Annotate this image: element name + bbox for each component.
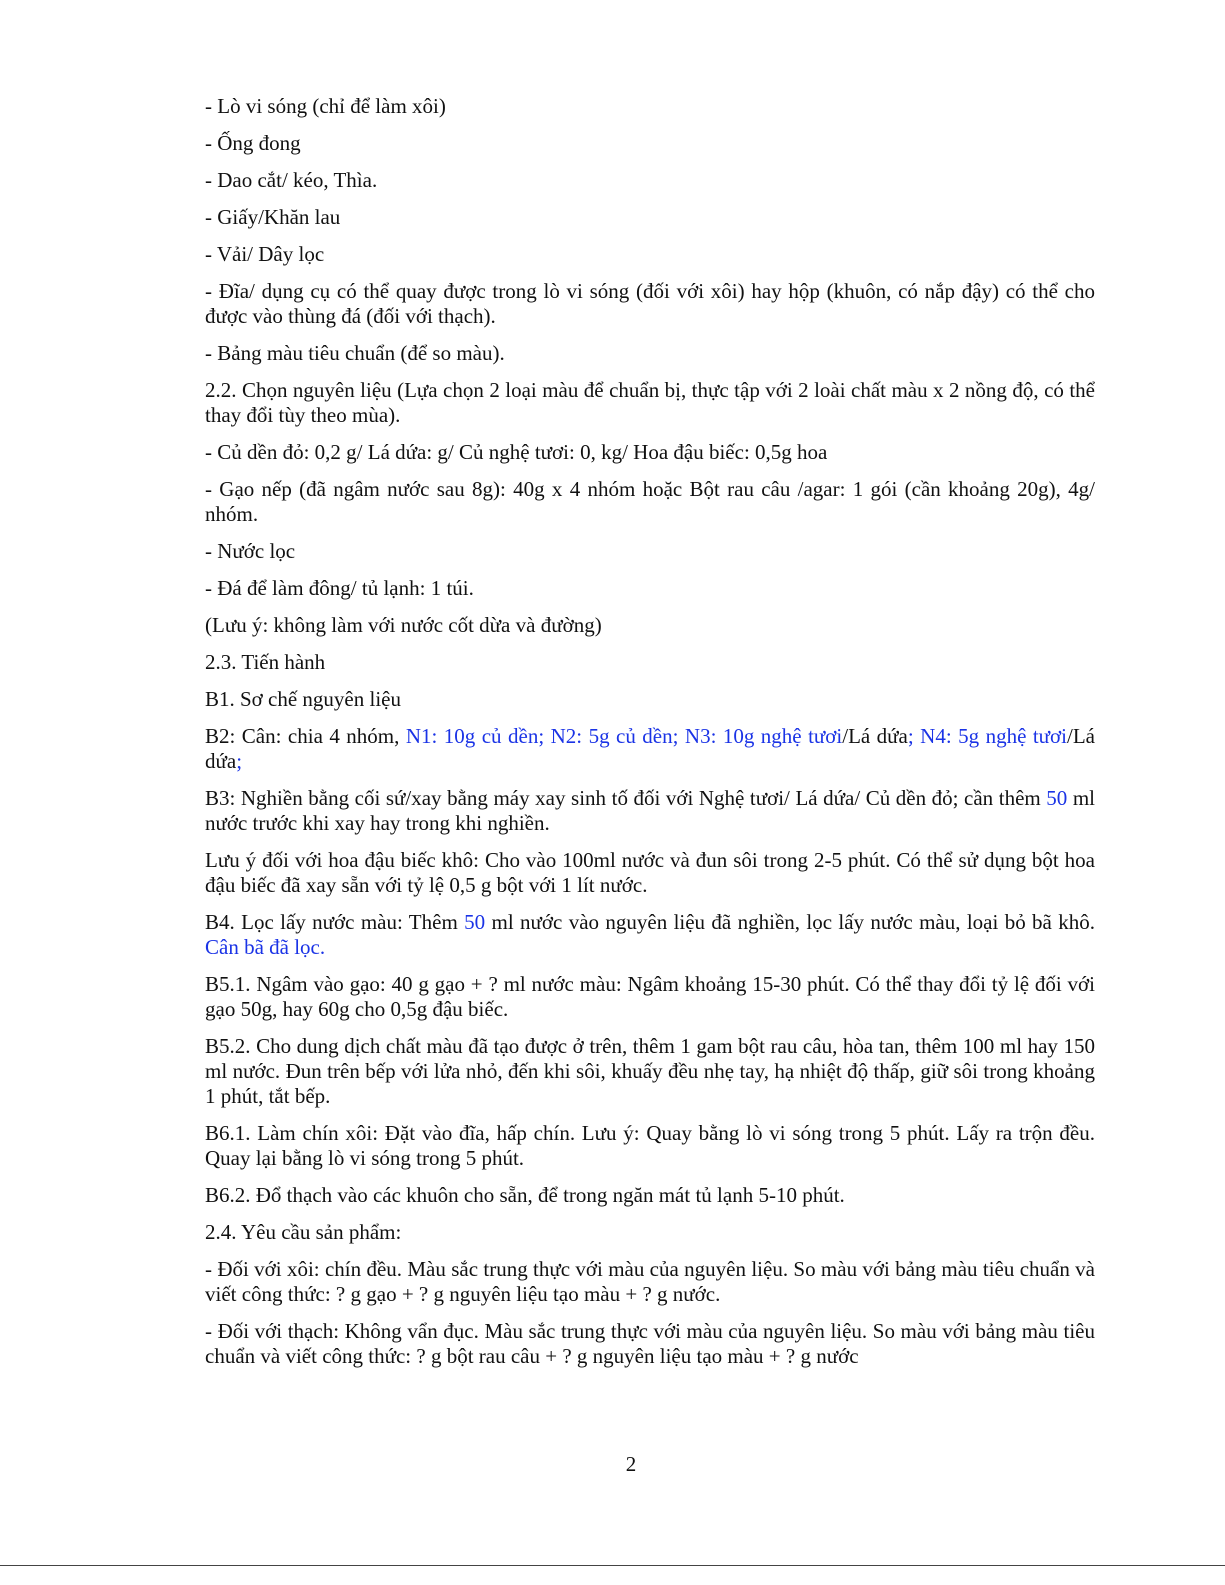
text-run: /Lá dứa (842, 724, 908, 748)
text-run: - Đĩa/ dụng cụ có thể quay được trong lò vi sóng (đối với xôi) hay hộp (khuôn, có nắp đậy) có thể cho được vào thùng đá (đối với thạch). (205, 279, 1095, 328)
text-run: - Gạo nếp (đã ngâm nước sau 8g): 40g x 4 nhóm hoặc Bột rau câu /agar: 1 gói (cần khoảng 20g), 4g/ nhóm. (205, 477, 1095, 526)
text-run: - Giấy/Khăn lau (205, 205, 341, 229)
text-run: B4. Lọc lấy nước màu: Thêm (205, 910, 465, 934)
paragraph (205, 131, 1095, 156)
text-run: - Lò vi sóng (chỉ để làm xôi) (205, 94, 446, 118)
text-run: - Ống đong (205, 131, 301, 155)
highlighted-text: ; N4: 5g nghệ tươi (907, 724, 1067, 748)
paragraph (205, 168, 1095, 193)
paragraph (205, 1183, 1095, 1208)
document-body (205, 94, 1095, 1381)
paragraph (205, 477, 1095, 527)
highlighted-text: N1: 10g củ dền; N2: 5g củ dền; N3: 10g nghệ tươi (405, 724, 843, 748)
paragraph (205, 1319, 1095, 1369)
paragraph (205, 786, 1095, 836)
paragraph (205, 440, 1095, 465)
text-run: B6.1. Làm chín xôi: Đặt vào đĩa, hấp chín. Lưu ý: Quay bằng lò vi sóng trong 5 phút. Lấy ra trộn đều. Quay lại bằng lò vi sóng trong 5 phút. (205, 1121, 1095, 1170)
paragraph (205, 539, 1095, 564)
text-run: - Đá để làm đông/ tủ lạnh: 1 túi. (205, 576, 474, 600)
paragraph (205, 94, 1095, 119)
text-run: B3: Nghiền bằng cối sứ/xay bằng máy xay sinh tố đối với Nghệ tươi/ Lá dứa/ Củ dền đỏ; cần thêm (205, 786, 1047, 810)
paragraph (205, 724, 1095, 774)
text-run: Lưu ý đối với hoa đậu biếc khô: Cho vào 100ml nước và đun sôi trong 2-5 phút. Có thể sử dụng bột hoa đậu biếc đã xay sẵn với tỷ lệ 0,5 g bột với 1 lít nước. (205, 848, 1095, 897)
highlighted-text: Cân bã đã lọc. (205, 935, 326, 959)
text-run: (Lưu ý: không làm với nước cốt dừa và đường) (205, 613, 602, 637)
text-run: B2: Cân: chia 4 nhóm, (205, 724, 406, 748)
highlighted-text: 50 (464, 910, 486, 934)
paragraph (205, 1121, 1095, 1171)
text-run: B1. Sơ chế nguyên liệu (205, 687, 401, 711)
paragraph (205, 613, 1095, 638)
paragraph (205, 1220, 1095, 1245)
paragraph (205, 378, 1095, 428)
text-run: - Đối với xôi: chín đều. Màu sắc trung thực với màu của nguyên liệu. So màu với bảng màu tiêu chuẩn và viết công thức: ? g gạo + ? g nguyên liệu tạo màu + ? g nước. (205, 1257, 1095, 1306)
text-run: - Củ dền đỏ: 0,2 g/ Lá dứa: g/ Củ nghệ tươi: 0, kg/ Hoa đậu biếc: 0,5g hoa (205, 440, 828, 464)
paragraph (205, 1257, 1095, 1307)
text-run: - Nước lọc (205, 539, 296, 563)
paragraph (205, 972, 1095, 1022)
paragraph (205, 910, 1095, 960)
text-run: 2.3. Tiến hành (205, 650, 326, 674)
page-number: 2 (625, 1452, 637, 1476)
text-run: ml nước trước khi xay hay trong khi nghiền. (205, 786, 1096, 835)
text-run: - Bảng màu tiêu chuẩn (để so màu). (205, 341, 505, 365)
paragraph (205, 687, 1095, 712)
paragraph (205, 341, 1095, 366)
text-run: - Đối với thạch: Không vẩn đục. Màu sắc trung thực với màu của nguyên liệu. So màu với bảng màu tiêu chuẩn và viết công thức: ? g bột rau câu + ? g nguyên liệu tạo màu + ? g nước (205, 1319, 1095, 1368)
page-bottom-border (0, 1565, 1225, 1566)
text-run: ml nước vào nguyên liệu đã nghiền, lọc lấy nước màu, loại bỏ bã khô. (485, 910, 1095, 934)
paragraph (205, 279, 1095, 329)
paragraph (205, 650, 1095, 675)
text-run: B6.2. Đổ thạch vào các khuôn cho sẵn, để trong ngăn mát tủ lạnh 5-10 phút. (205, 1183, 845, 1207)
text-run: B5.2. Cho dung dịch chất màu đã tạo được ở trên, thêm 1 gam bột rau câu, hòa tan, thêm 100 ml hay 150 ml nước. Đun trên bếp với lửa nhỏ, đến khi sôi, khuấy đều nhẹ tay, hạ nhiệt độ thấp, giữ sôi trong khoảng 1 phút, tắt bếp. (205, 1034, 1095, 1108)
paragraph (205, 848, 1095, 898)
text-run: B5.1. Ngâm vào gạo: 40 g gạo + ? ml nước màu: Ngâm khoảng 15-30 phút. Có thể thay đổi tỷ lệ đối với gạo 50g, hay 60g cho 0,5g đậu biếc. (205, 972, 1095, 1021)
text-run: 2.4. Yêu cầu sản phẩm: (205, 1220, 402, 1244)
text-run: - Dao cắt/ kéo, Thìa. (205, 168, 378, 192)
paragraph (205, 242, 1095, 267)
text-run: /Lá dứa (205, 724, 1095, 773)
text-run: 2.2. Chọn nguyên liệu (Lựa chọn 2 loại màu để chuẩn bị, thực tập với 2 loài chất màu x 2 nồng độ, có thể thay đổi tùy theo mùa). (205, 378, 1095, 427)
highlighted-text: 50 (1046, 786, 1068, 810)
paragraph (205, 205, 1095, 230)
text-run: - Vải/ Dây lọc (205, 242, 325, 266)
paragraph (205, 576, 1095, 601)
highlighted-text: ; (236, 749, 243, 773)
paragraph (205, 1034, 1095, 1109)
